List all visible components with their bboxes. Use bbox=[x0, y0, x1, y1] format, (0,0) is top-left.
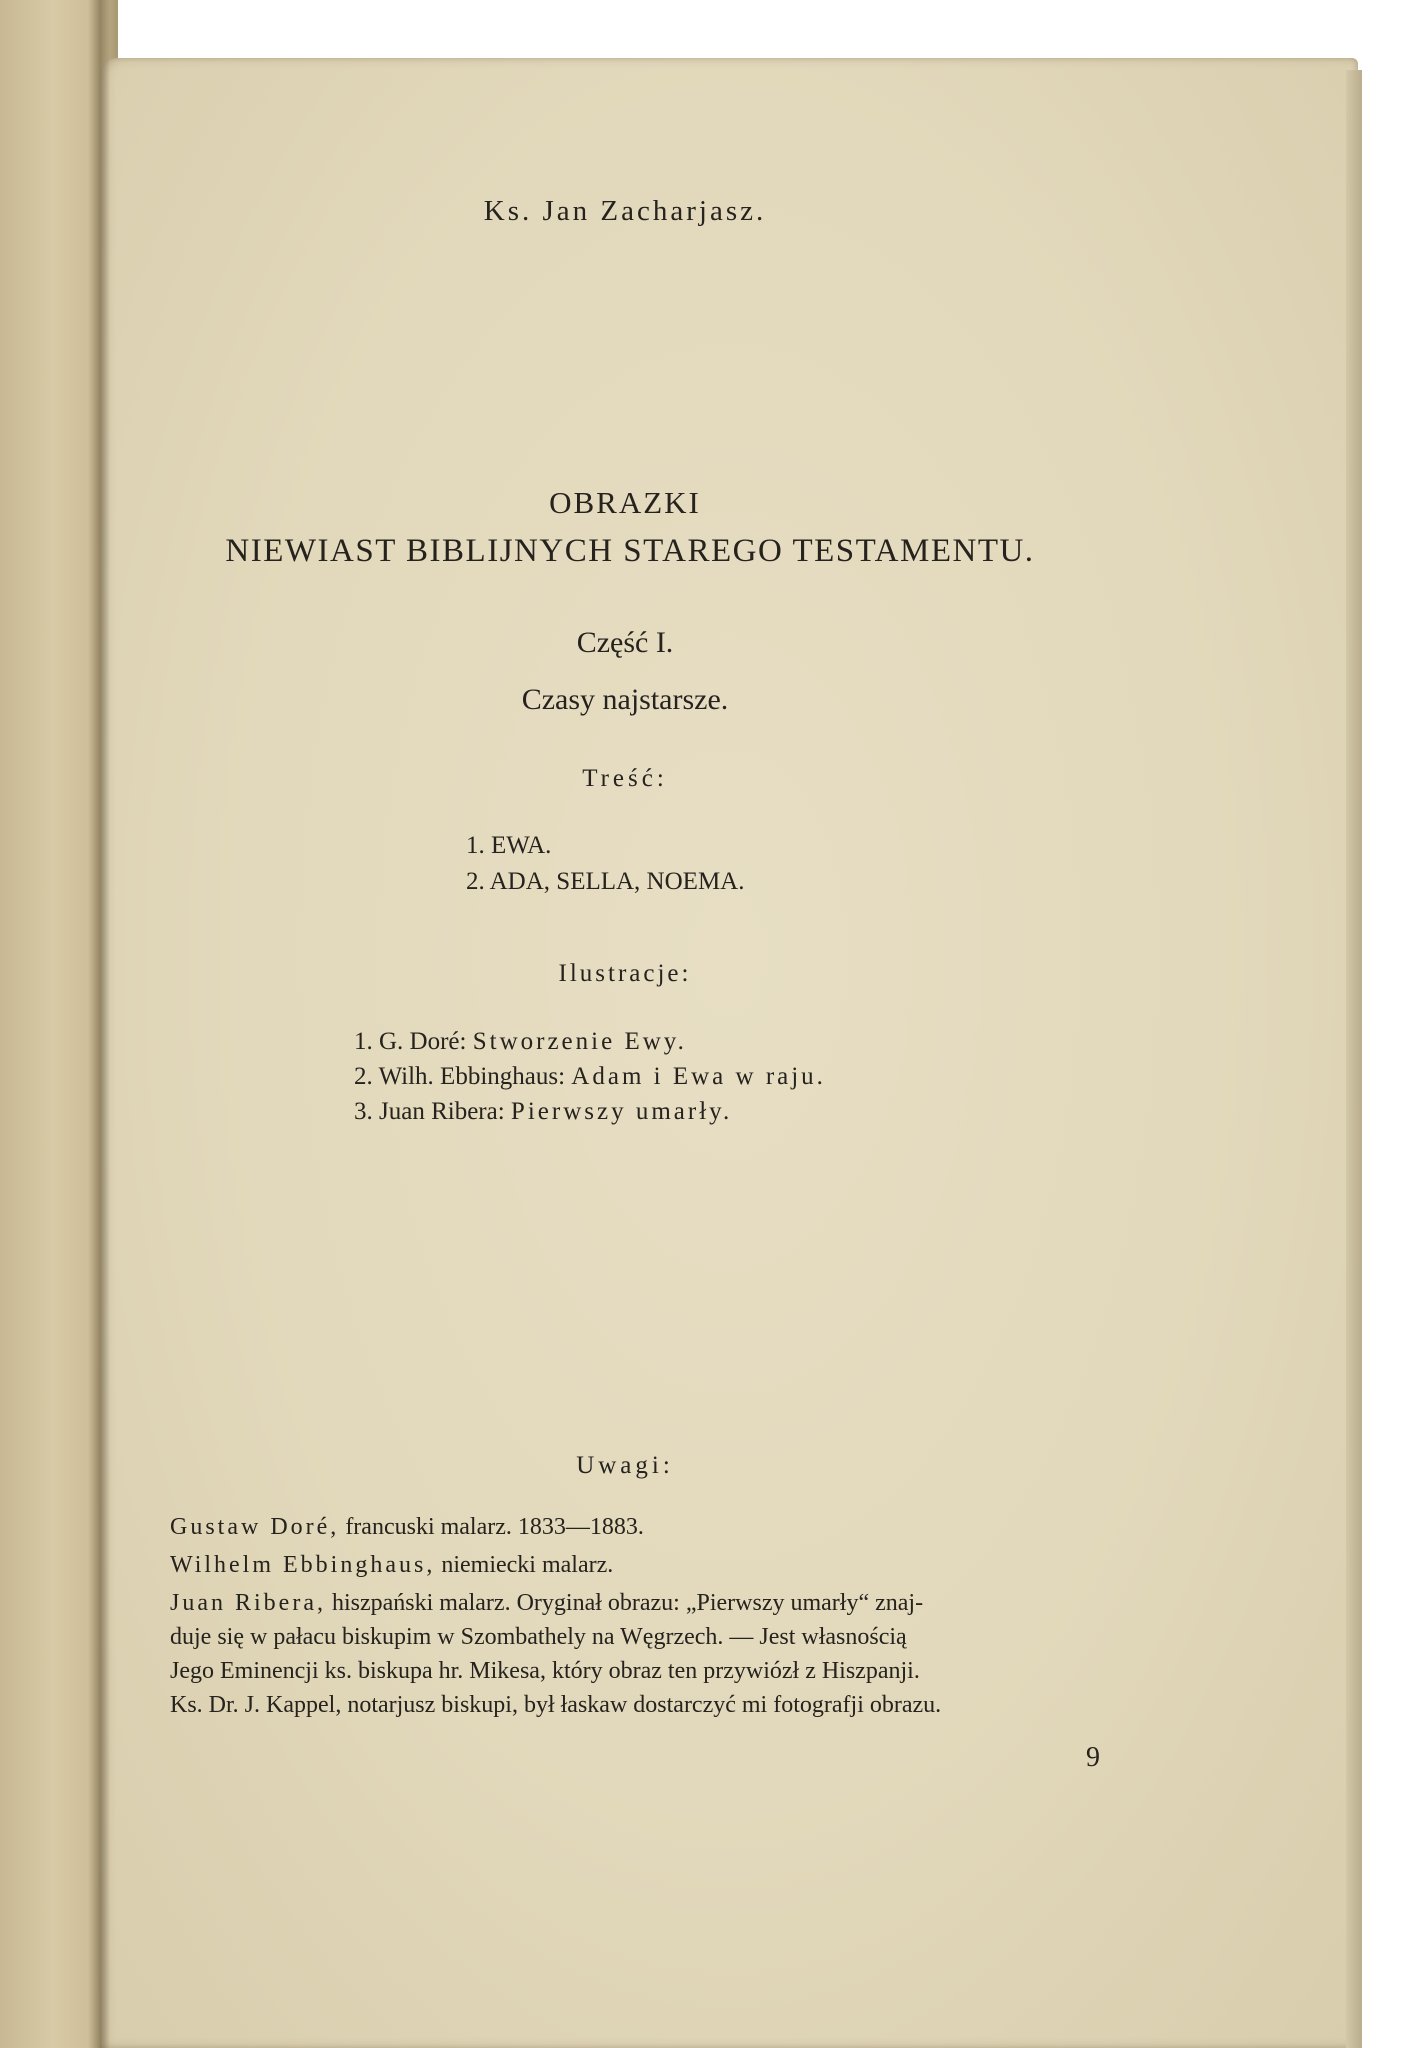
note-text: niemiecki malarz. bbox=[441, 1552, 614, 1578]
illustration-work: Adam i Ewa w raju. bbox=[571, 1063, 826, 1090]
note-text: hiszpański malarz. Oryginał obrazu: „Pierwszy umarły“ znaj- bbox=[331, 1590, 924, 1616]
note-name: Juan Ribera, bbox=[170, 1590, 326, 1616]
illustration-item bbox=[354, 1094, 826, 1129]
notes-label: Uwagi: bbox=[576, 1452, 674, 1479]
note-name: Wilhelm Ebbinghaus, bbox=[170, 1552, 436, 1578]
contents-item-text: ADA, SELLA, NOEMA. bbox=[489, 868, 745, 895]
contents-label: Treść: bbox=[582, 765, 668, 792]
note-ribera-line-1 bbox=[170, 1586, 1106, 1620]
note-ebbinghaus bbox=[170, 1548, 1106, 1582]
contents-item bbox=[466, 828, 744, 864]
note-ribera-line-3: Jego Eminencji ks. biskupa hr. Mikesa, który obraz ten przywiózł z Hiszpanji. bbox=[170, 1658, 920, 1684]
illustration-artist: G. Doré: bbox=[379, 1028, 467, 1055]
contents-item-number: 1. bbox=[466, 832, 485, 859]
note-name: Gustaw Doré, bbox=[170, 1514, 340, 1540]
era-subtitle: Czasy najstarsze. bbox=[521, 683, 729, 716]
part-heading: Część I. bbox=[576, 626, 674, 659]
illustration-item bbox=[354, 1059, 826, 1094]
note-text: francuski malarz. 1833—1883. bbox=[345, 1514, 644, 1540]
illustration-number: 1. bbox=[354, 1028, 373, 1055]
illustration-number: 3. bbox=[354, 1098, 373, 1125]
illustration-artist: Juan Ribera: bbox=[379, 1098, 505, 1125]
illustrations-label: Ilustracje: bbox=[558, 960, 692, 987]
contents-item bbox=[466, 864, 744, 900]
title-line-1: OBRAZKI bbox=[549, 485, 701, 520]
page-stack-edge bbox=[1346, 70, 1362, 2048]
illustration-work: Stworzenie Ewy. bbox=[472, 1028, 687, 1055]
note-ribera-line-2: duje się w pałacu biskupim w Szombathely na Węgrzech. — Jest własnością bbox=[170, 1624, 907, 1650]
illustration-artist: Wilh. Ebbinghaus: bbox=[378, 1063, 566, 1090]
contents-item-text: EWA. bbox=[491, 832, 552, 859]
book-gutter-shadow bbox=[88, 0, 110, 2048]
contents-item-number: 2. bbox=[466, 868, 485, 895]
author-name: Ks. Jan Zacharjasz. bbox=[483, 195, 767, 227]
note-dore bbox=[170, 1510, 1106, 1544]
notes-body bbox=[170, 1510, 1106, 1722]
contents-list bbox=[466, 828, 744, 900]
illustration-number: 2. bbox=[354, 1063, 373, 1090]
title-line-2: NIEWIAST BIBLIJNYCH STAREGO TESTAMENTU. bbox=[225, 533, 1035, 569]
note-ribera-line-4: Ks. Dr. J. Kappel, notarjusz biskupi, był łaskaw dostarczyć mi fotografji obrazu. bbox=[170, 1692, 942, 1718]
illustration-item bbox=[354, 1024, 826, 1059]
illustrations-list bbox=[354, 1024, 826, 1129]
illustration-work: Pierwszy umarły. bbox=[510, 1098, 733, 1125]
page-number: 9 bbox=[1086, 1742, 1100, 1773]
